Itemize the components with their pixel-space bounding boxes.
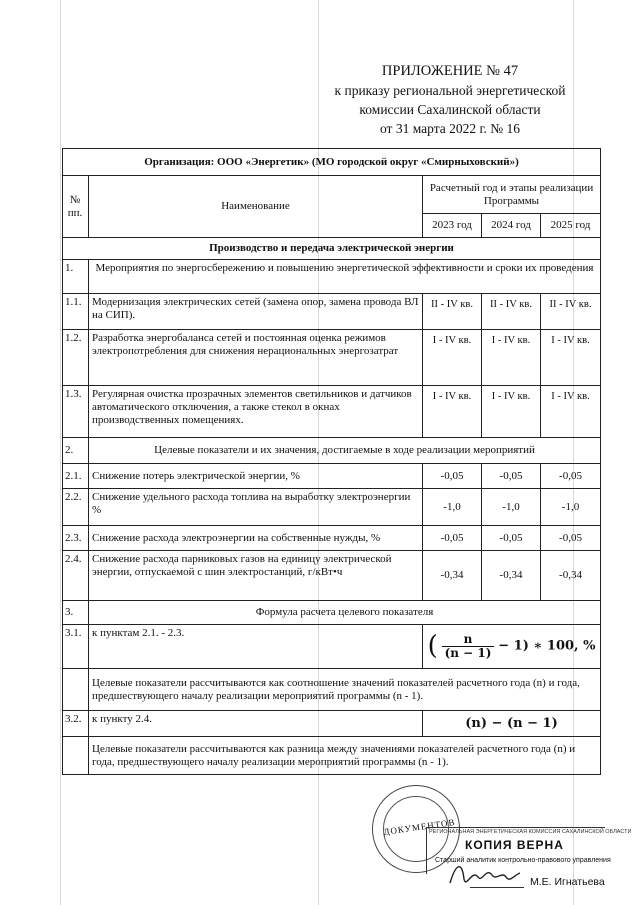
row-num: 3. — [63, 601, 89, 625]
value-cell: -0,34 — [423, 551, 482, 601]
measure-name: Разработка энергобаланса сетей и постоянная оценка режимов электропотребления для снижения нерациональных энергозатрат — [89, 330, 423, 386]
value-cell: -0,05 — [423, 464, 482, 489]
value-cell: -0,05 — [482, 526, 541, 551]
value-cell: -0,05 — [423, 526, 482, 551]
row-num: 1.2. — [63, 330, 89, 386]
signatory-name: М.Е. Игнатьева — [530, 876, 605, 888]
row-num: 3.2. — [63, 711, 89, 737]
header-period: Расчетный год и этапы реализации Программы — [423, 176, 601, 214]
value-cell: -0,05 — [541, 526, 601, 551]
appendix-title: ПРИЛОЖЕНИЕ № 47 — [381, 63, 519, 79]
period-cell: I - IV кв. — [541, 386, 601, 438]
row-num: 3.1. — [63, 625, 89, 669]
value-cell: -0,34 — [541, 551, 601, 601]
value-cell: -0,05 — [482, 464, 541, 489]
indicator-name: Снижение расхода парниковых газов на единицу электрической энергии, отпускаемой с шин электростанций, г/кВт•ч — [89, 551, 423, 601]
row-num: 2.4. — [63, 551, 89, 601]
copy-title: КОПИЯ ВЕРНА — [465, 838, 564, 852]
formula-fraction — [442, 633, 495, 660]
fraction-numerator: n — [442, 633, 495, 647]
period-cell: I - IV кв. — [423, 386, 482, 438]
copy-organization: РЕГИОНАЛЬНАЯ ЭНЕРГЕТИЧЕСКАЯ КОМИССИЯ САХАЛИНСКОЙ ОБЛАСТИ — [429, 829, 632, 835]
row-num: 1.3. — [63, 386, 89, 438]
value-cell: -1,0 — [541, 489, 601, 526]
appendix-header — [300, 62, 600, 138]
row-num: 1.1. — [63, 294, 89, 330]
scan-line-left — [60, 0, 61, 905]
period-cell: I - IV кв. — [423, 330, 482, 386]
copy-position: Старший аналитик контрольно-правового управления — [435, 857, 611, 864]
formula-ref: к пунктам 2.1. - 2.3. — [89, 625, 423, 669]
header-year: 2025 год — [541, 214, 601, 238]
header-num: № пп. — [63, 176, 89, 238]
formula-difference: (n) − (n − 1) — [423, 711, 601, 737]
formula-ratio: ( $\frac{n}{(n - 1)}$ − 1) ∗ 100, % — [423, 625, 601, 669]
indicator-name: Снижение расхода электроэнергии на собственные нужды, % — [89, 526, 423, 551]
appendix-line-3: комиссии Сахалинской области — [359, 102, 541, 117]
section-title: Производство и передача электрической энергии — [63, 238, 601, 260]
value-cell: -0,05 — [541, 464, 601, 489]
appendix-line-2: к приказу региональной энергетической — [334, 83, 566, 98]
measure-name: Регулярная очистка прозрачных элементов светильников и датчиков автоматического отключения, а также стекол в окнах производственных помещениях. — [89, 386, 423, 438]
period-cell: I - IV кв. — [541, 330, 601, 386]
handwritten-signature — [444, 853, 524, 893]
value-cell: -1,0 — [482, 489, 541, 526]
seal-text: ДОКУМЕНТОВ — [382, 816, 457, 838]
row-num: 2.2. — [63, 489, 89, 526]
formula-note: Целевые показатели рассчитываются как разница между значениями показателей расчетного года (n) и года, предшествующего началу реализации мероприятий программы (n - 1). — [89, 737, 601, 775]
indicator-name: Снижение удельного расхода топлива на выработку электроэнергии % — [89, 489, 423, 526]
period-cell: II - IV кв. — [482, 294, 541, 330]
value-cell: -0,34 — [482, 551, 541, 601]
measure-name: Модернизация электрических сетей (замена опор, замена провода ВЛ на СИП). — [89, 294, 423, 330]
indicator-name: Снижение потерь электрической энергии, % — [89, 464, 423, 489]
header-year: 2024 год — [482, 214, 541, 238]
value-cell: -1,0 — [423, 489, 482, 526]
program-table — [62, 148, 601, 775]
period-cell: I - IV кв. — [482, 386, 541, 438]
row-num: 2.3. — [63, 526, 89, 551]
section-2-title: Целевые показатели и их значения, достигаемые в ходе реализации мероприятий — [89, 438, 601, 464]
row-num: 2. — [63, 438, 89, 464]
row-num: 1. — [63, 260, 89, 294]
section-3-title: Формула расчета целевого показателя — [89, 601, 601, 625]
period-cell: II - IV кв. — [423, 294, 482, 330]
appendix-line-4: от 31 марта 2022 г. № 16 — [379, 121, 521, 136]
organization-title: Организация: ООО «Энергетик» (МО городской округ «Смирныховский») — [63, 149, 601, 176]
row-num: 2.1. — [63, 464, 89, 489]
period-cell: II - IV кв. — [541, 294, 601, 330]
period-cell: I - IV кв. — [482, 330, 541, 386]
header-name: Наименование — [89, 176, 423, 238]
formula-tail: − 1) ∗ 100, % — [498, 638, 596, 654]
header-year: 2023 год — [423, 214, 482, 238]
section-1-title: Мероприятия по энергосбережению и повышению энергетической эффективности и сроки их проведения — [89, 260, 601, 294]
formula-note: Целевые показатели рассчитываются как соотношение значений показателей расчетного года (n) и года, предшествующего началу реализации мероприятий программы (n - 1). — [89, 669, 601, 711]
fraction-denominator: (n − 1) — [444, 646, 492, 660]
formula-ref: к пункту 2.4. — [89, 711, 423, 737]
